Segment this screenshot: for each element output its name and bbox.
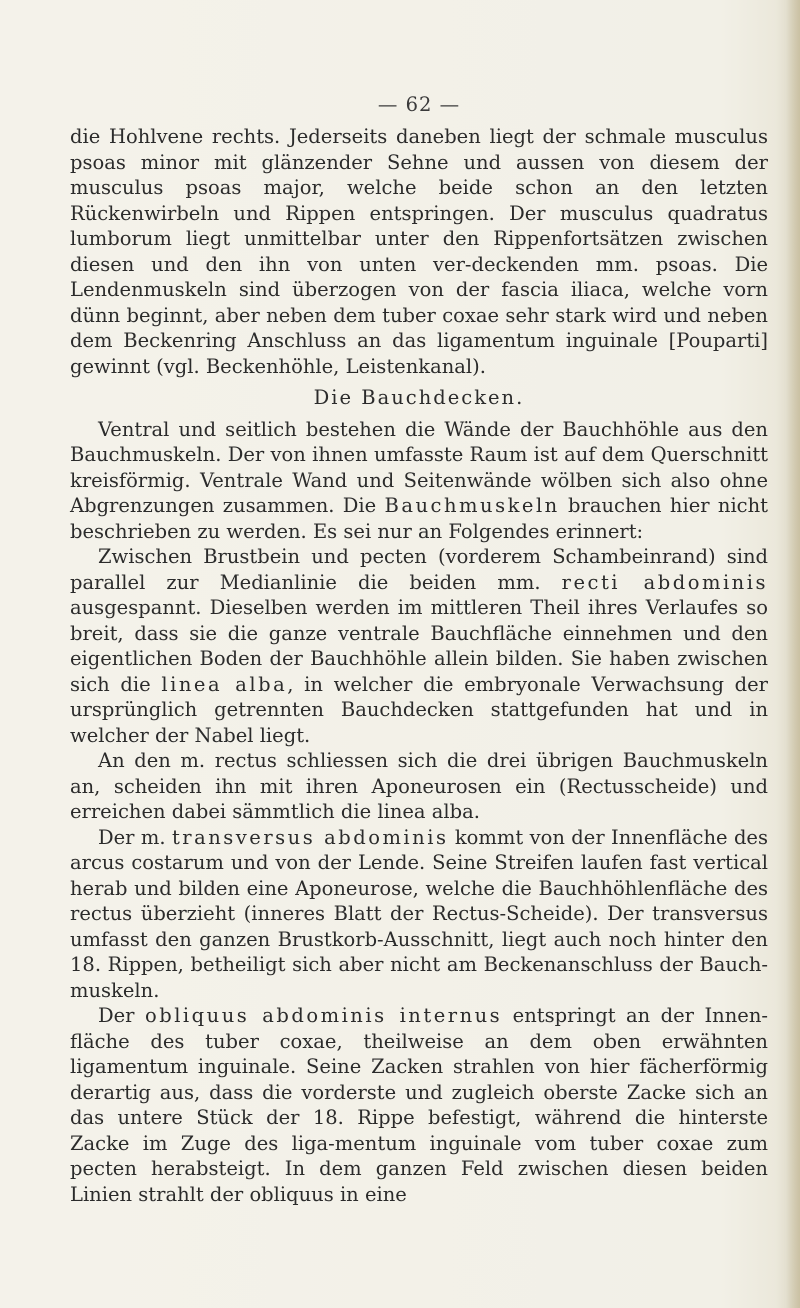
- paragraph-5-text-b: entspringt an der Innen-fläche des tuber coxae, theilweise an dem oben erwähnten ligamentum inguinale. Seine Zacken strahlen von hier fächerförmig derartig aus, dass die vorderste und zugleich oberste Zacke sich an das untere Stück der 18. Rippe befestigt, während die hinterste Zacke im Zuge des liga-mentum inguinale vom tuber coxae zum pecten herabsteigt. In dem ganzen Feld zwischen diesen beiden Linien strahlt der obliquus in eine: [70, 1004, 768, 1206]
- paragraph-2-text-b: ausgespannt. Dieselben werden im mittleren Theil ihres Verlaufes so breit, dass sie die ganze ventrale Bauchfläche einnehmen und den eigentlichen Boden der Bauchhöhle allein bilden. Sie haben zwischen sich die: [70, 596, 768, 696]
- page-number: — 62 —: [377, 93, 461, 116]
- paragraph-4-emphasis: transversus abdominis: [171, 825, 449, 849]
- paragraph-2-text-c: , in welcher die embryonale Verwachsung der ursprünglich getrennten Bauchdecken stattgefunden hat und in welcher der Nabel liegt.: [70, 672, 768, 747]
- paragraph-4-text-a: Der m.: [98, 825, 172, 849]
- paragraph-2: [70, 544, 768, 748]
- paragraph-2-emphasis-recti: recti abdominis: [561, 570, 768, 594]
- paragraph-2-text-a: Zwischen Brustbein und pecten (vorderem Schambeinrand) sind parallel zur Medianlinie die beiden mm.: [70, 545, 768, 594]
- paragraph-1-emphasis: Bauchmuskeln: [384, 494, 560, 517]
- paragraph-5: [70, 1003, 768, 1207]
- paragraph-2-emphasis-linea: linea alba: [161, 672, 288, 696]
- paragraph-1-text-end: brauchen hier nicht beschrieben zu werden. Es sei nur an Folgendes erinnert:: [70, 494, 768, 543]
- paragraph-1: [70, 417, 768, 545]
- paragraph-5-emphasis: obliquus abdominis internus: [144, 1004, 503, 1027]
- paragraph-3: An den m. rectus schliessen sich die drei übrigen Bauchmuskeln an, scheiden ihn mit ihren Aponeurosen ein (Rectusscheide) und erreichen dabei sämmtlich die linea alba.: [70, 749, 768, 823]
- paragraph-5-text-a: Der: [98, 1004, 145, 1027]
- text-block: [70, 86, 768, 1207]
- paragraph-4: [70, 825, 768, 1004]
- paragraph-1-text: Ventral und seitlich bestehen die Wände der Bauchhöhle aus den Bauchmuskeln. Der von ihnen umfasste Raum ist auf dem Querschnitt kreisförmig. Ventrale Wand und Seitenwände wölben sich also ohne Abgrenzungen zusammen. Die: [70, 417, 768, 517]
- section-heading: Die Bauchdecken.: [313, 386, 525, 409]
- page-edge-shadow: [786, 0, 800, 1308]
- paragraph-4-text-b: kommt von der Innenfläche des arcus costarum und von der Lende. Seine Streifen laufen fast vertical herab und bilden eine Aponeurose, welche die Bauchhöhlenfläche des rectus überzieht (inneres Blatt der Rectus-Scheide). Der transversus umfasst den ganzen Brustkorb-Ausschnitt, liegt auch noch hinter den 18. Rippen, betheiligt sich aber nicht am Beckenanschluss der Bauch-muskeln.: [70, 825, 768, 1002]
- paragraph-intro: die Hohlvene rechts. Jederseits daneben liegt der schmale musculus psoas minor mit glänzender Sehne und aussen von diesem der musculus psoas major, welche beide schon an den letzten Rückenwirbeln und Rippen entspringen. Der musculus quadratus lumborum liegt unmittelbar unter den Rippenfortsätzen zwischen diesen und den ihn von unten ver-deckenden mm. psoas. Die Lendenmuskeln sind überzogen von der fascia iliaca, welche vorn dünn beginnt, aber neben dem tuber coxae sehr stark wird und neben dem Beckenring Anschluss an das ligamentum inguinale [Pouparti] gewinnt (vgl. Beckenhöhle, Leistenkanal).: [70, 125, 768, 378]
